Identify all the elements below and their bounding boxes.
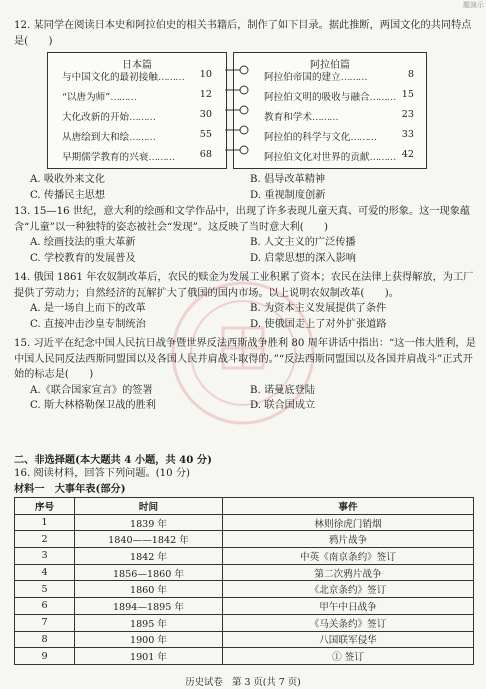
cell-time: 1860 年	[75, 581, 223, 598]
toc-entry	[62, 129, 212, 143]
toc-entry-leader: ………	[157, 72, 184, 83]
toc-entry-page: 55	[199, 129, 212, 140]
option-a[interactable]: A. 绘画技法的重大革新	[30, 237, 136, 248]
toc-entry-page: 15	[401, 89, 414, 100]
question-12	[14, 18, 476, 49]
toc-entry-title: 教育和学术	[264, 112, 312, 123]
option-d[interactable]: D. 联合国成立	[250, 400, 316, 411]
option-c[interactable]: C. 传播民主思想	[30, 189, 106, 201]
question-16	[14, 466, 476, 497]
toc-entry-leader: ………	[369, 152, 396, 163]
option-c[interactable]: C. 直接冲击沙皇专制统治	[30, 318, 146, 330]
toc-entry-leader: ………	[369, 92, 396, 103]
question-12-options	[14, 172, 476, 203]
option-b[interactable]: B. 为资本主义发展提供了条件	[250, 303, 387, 314]
question-16-stem: 16. 阅读材料，回答下列问题。(10 分)	[14, 468, 191, 479]
toc-entry-title: 阿拉伯的科学与文化	[264, 132, 351, 143]
question-13-stem: 13. 15—16 世纪，意大利的绘画和文学作品中，出现了许多表现儿童天真、可爱的形象。这一现象蕴含“儿童”以一种独特的姿态被社会“发现”。这反映了当时意大利( )	[14, 206, 471, 233]
toc-entry-page: 42	[401, 149, 414, 160]
option-d[interactable]: D. 重视制度创新	[250, 189, 326, 201]
toc-entry-leader: ………	[129, 112, 155, 123]
section-heading: 二、非选择题(本大题共 4 小题，共 40 分)	[14, 454, 212, 466]
toc-entry-page: 23	[401, 109, 414, 120]
question-15-stem: 15. 习近平在纪念中国人民抗日战争暨世界反法西斯战争胜利 80 周年讲话中指出：“这一伟大胜利，是中国人民同反法西斯同盟国以及各国人民并肩战斗取得的。”“反法西斯同盟国以及各国并肩战斗”正式开始的标志是( )	[14, 338, 476, 380]
toc-entry-title: 与中国文化的最初接触	[62, 72, 158, 83]
toc-entry-page: 10	[199, 69, 212, 80]
toc-entry	[62, 149, 212, 163]
toc-entry	[264, 89, 414, 103]
cell-event: ① 签订	[223, 648, 474, 665]
table-row	[15, 564, 474, 581]
cell-index: 7	[15, 614, 75, 631]
cell-index: 4	[15, 564, 75, 581]
toc-entry-leader: ………	[110, 92, 136, 103]
toc-japan-title: 日本篇	[122, 60, 152, 71]
cell-event: 甲午中日战争	[223, 598, 474, 615]
cell-time: 1856—1860 年	[75, 564, 223, 581]
toc-entry-title: 阿拉伯帝国的建立	[264, 72, 341, 83]
toc-entry-leader: ………	[311, 112, 338, 123]
toc-entry-page: 33	[401, 129, 414, 140]
toc-arab	[233, 52, 427, 169]
toc-entry-title: 阿拉伯文明的吸收与融合	[264, 92, 370, 103]
table-row	[15, 514, 474, 531]
toc-entry	[264, 149, 414, 163]
toc-entry	[62, 89, 212, 103]
option-c[interactable]: C. 学校教育的发展普及	[30, 252, 136, 264]
cell-time: 1840——1842 年	[75, 531, 223, 548]
option-b[interactable]: B. 倡导改革精神	[250, 174, 326, 185]
cell-event: 鸦片战争	[223, 531, 474, 548]
cell-index: 8	[15, 631, 75, 648]
option-a[interactable]: A. 是一场自上而下的改革	[30, 303, 146, 314]
cell-event: 第二次鸦片战争	[223, 564, 474, 581]
cell-time: 1839 年	[75, 514, 223, 531]
table-header-row	[15, 498, 474, 515]
table-row	[15, 631, 474, 648]
cell-event: 《马关条约》签订	[223, 614, 474, 631]
option-d[interactable]: D. 启蒙思想的深入影响	[250, 252, 356, 264]
table-row	[15, 598, 474, 615]
cell-index: 5	[15, 581, 75, 598]
option-b[interactable]: B. 人文主义的广泛传播	[250, 237, 356, 248]
toc-japan	[47, 52, 227, 169]
cell-time: 1900 年	[75, 631, 223, 648]
toc-entry-title: 大化改新的开始	[62, 112, 130, 123]
question-12-stem: 12. 某同学在阅读日本史和阿拉伯史的相关书籍后，制作了如下目录。据此推断，两国文化的共同特点是( )	[14, 20, 472, 47]
material-label: 材料一 大事年表(部分)	[14, 482, 126, 495]
toc-entry-page: 68	[199, 149, 212, 160]
page-footer: 历史试卷 第 3 页(共 7 页)	[185, 677, 301, 688]
table-row	[15, 531, 474, 548]
table-row	[15, 548, 474, 565]
cell-event: 《北京条约》签订	[223, 581, 474, 598]
cell-event: 林则徐虎门销烟	[223, 514, 474, 531]
question-14	[14, 270, 476, 332]
toc-entry	[62, 109, 212, 123]
cell-index: 2	[15, 531, 75, 548]
cell-time: 1894—1895 年	[75, 598, 223, 615]
col-header-time: 时间	[75, 498, 223, 515]
cell-event: 八国联军侵华	[223, 631, 474, 648]
cell-event: 中英《南京条约》签订	[223, 548, 474, 565]
toc-entry-page: 8	[407, 69, 414, 80]
events-table	[14, 497, 474, 665]
corner-mark: 题演示	[463, 1, 484, 9]
toc-entry-leader: ………	[148, 152, 175, 163]
table-row	[15, 581, 474, 598]
toc-arab-title: 阿拉伯篇	[310, 60, 350, 71]
question-13	[14, 204, 476, 266]
cell-index: 1	[15, 514, 75, 531]
toc-entry-page: 12	[199, 89, 212, 100]
question-15	[14, 336, 476, 414]
option-a[interactable]: A.《联合国家宣言》的签署	[30, 384, 153, 396]
option-d[interactable]: D. 使俄国走上了对外扩张道路	[250, 318, 387, 330]
toc-entry-leader: ………	[350, 132, 377, 143]
cell-time: 1901 年	[75, 648, 223, 665]
toc-entry	[264, 69, 414, 83]
cell-index: 6	[15, 598, 75, 615]
toc-entry-title: 从唐绘到大和绘	[62, 132, 130, 143]
cell-time: 1895 年	[75, 614, 223, 631]
toc-entry-title: 早期儒学教育的兴衰	[62, 152, 149, 163]
question-14-stem: 14. 俄国 1861 年农奴制改革后，农民的赎金为发展工业积累了资本；农民在法律上获得解放，为工厂提供了劳动力；自然经济的瓦解扩大了俄国的国内市场。以上说明农奴制改革( )。	[14, 272, 474, 299]
toc-entry-leader: ………	[340, 72, 367, 83]
cell-index: 9	[15, 648, 75, 665]
toc-entry	[264, 129, 414, 143]
table-row	[15, 648, 474, 665]
toc-entry-title: 阿拉伯文化对世界的贡献	[264, 152, 370, 163]
table-row	[15, 614, 474, 631]
col-header-index: 序号	[15, 498, 75, 515]
option-a[interactable]: A. 吸收外来文化	[30, 174, 105, 185]
toc-entry	[264, 109, 414, 123]
option-c[interactable]: C. 斯大林格勒保卫战的胜利	[30, 400, 156, 411]
toc-entry-title: “以唐为师”	[62, 92, 111, 103]
toc-entry	[62, 69, 212, 83]
toc-entry-page: 30	[199, 109, 212, 120]
col-header-event: 事件	[223, 498, 474, 515]
option-b[interactable]: B. 诺曼底登陆	[250, 384, 315, 396]
cell-index: 3	[15, 548, 75, 565]
toc-entry-leader: ………	[129, 132, 155, 143]
cell-time: 1842 年	[75, 548, 223, 565]
